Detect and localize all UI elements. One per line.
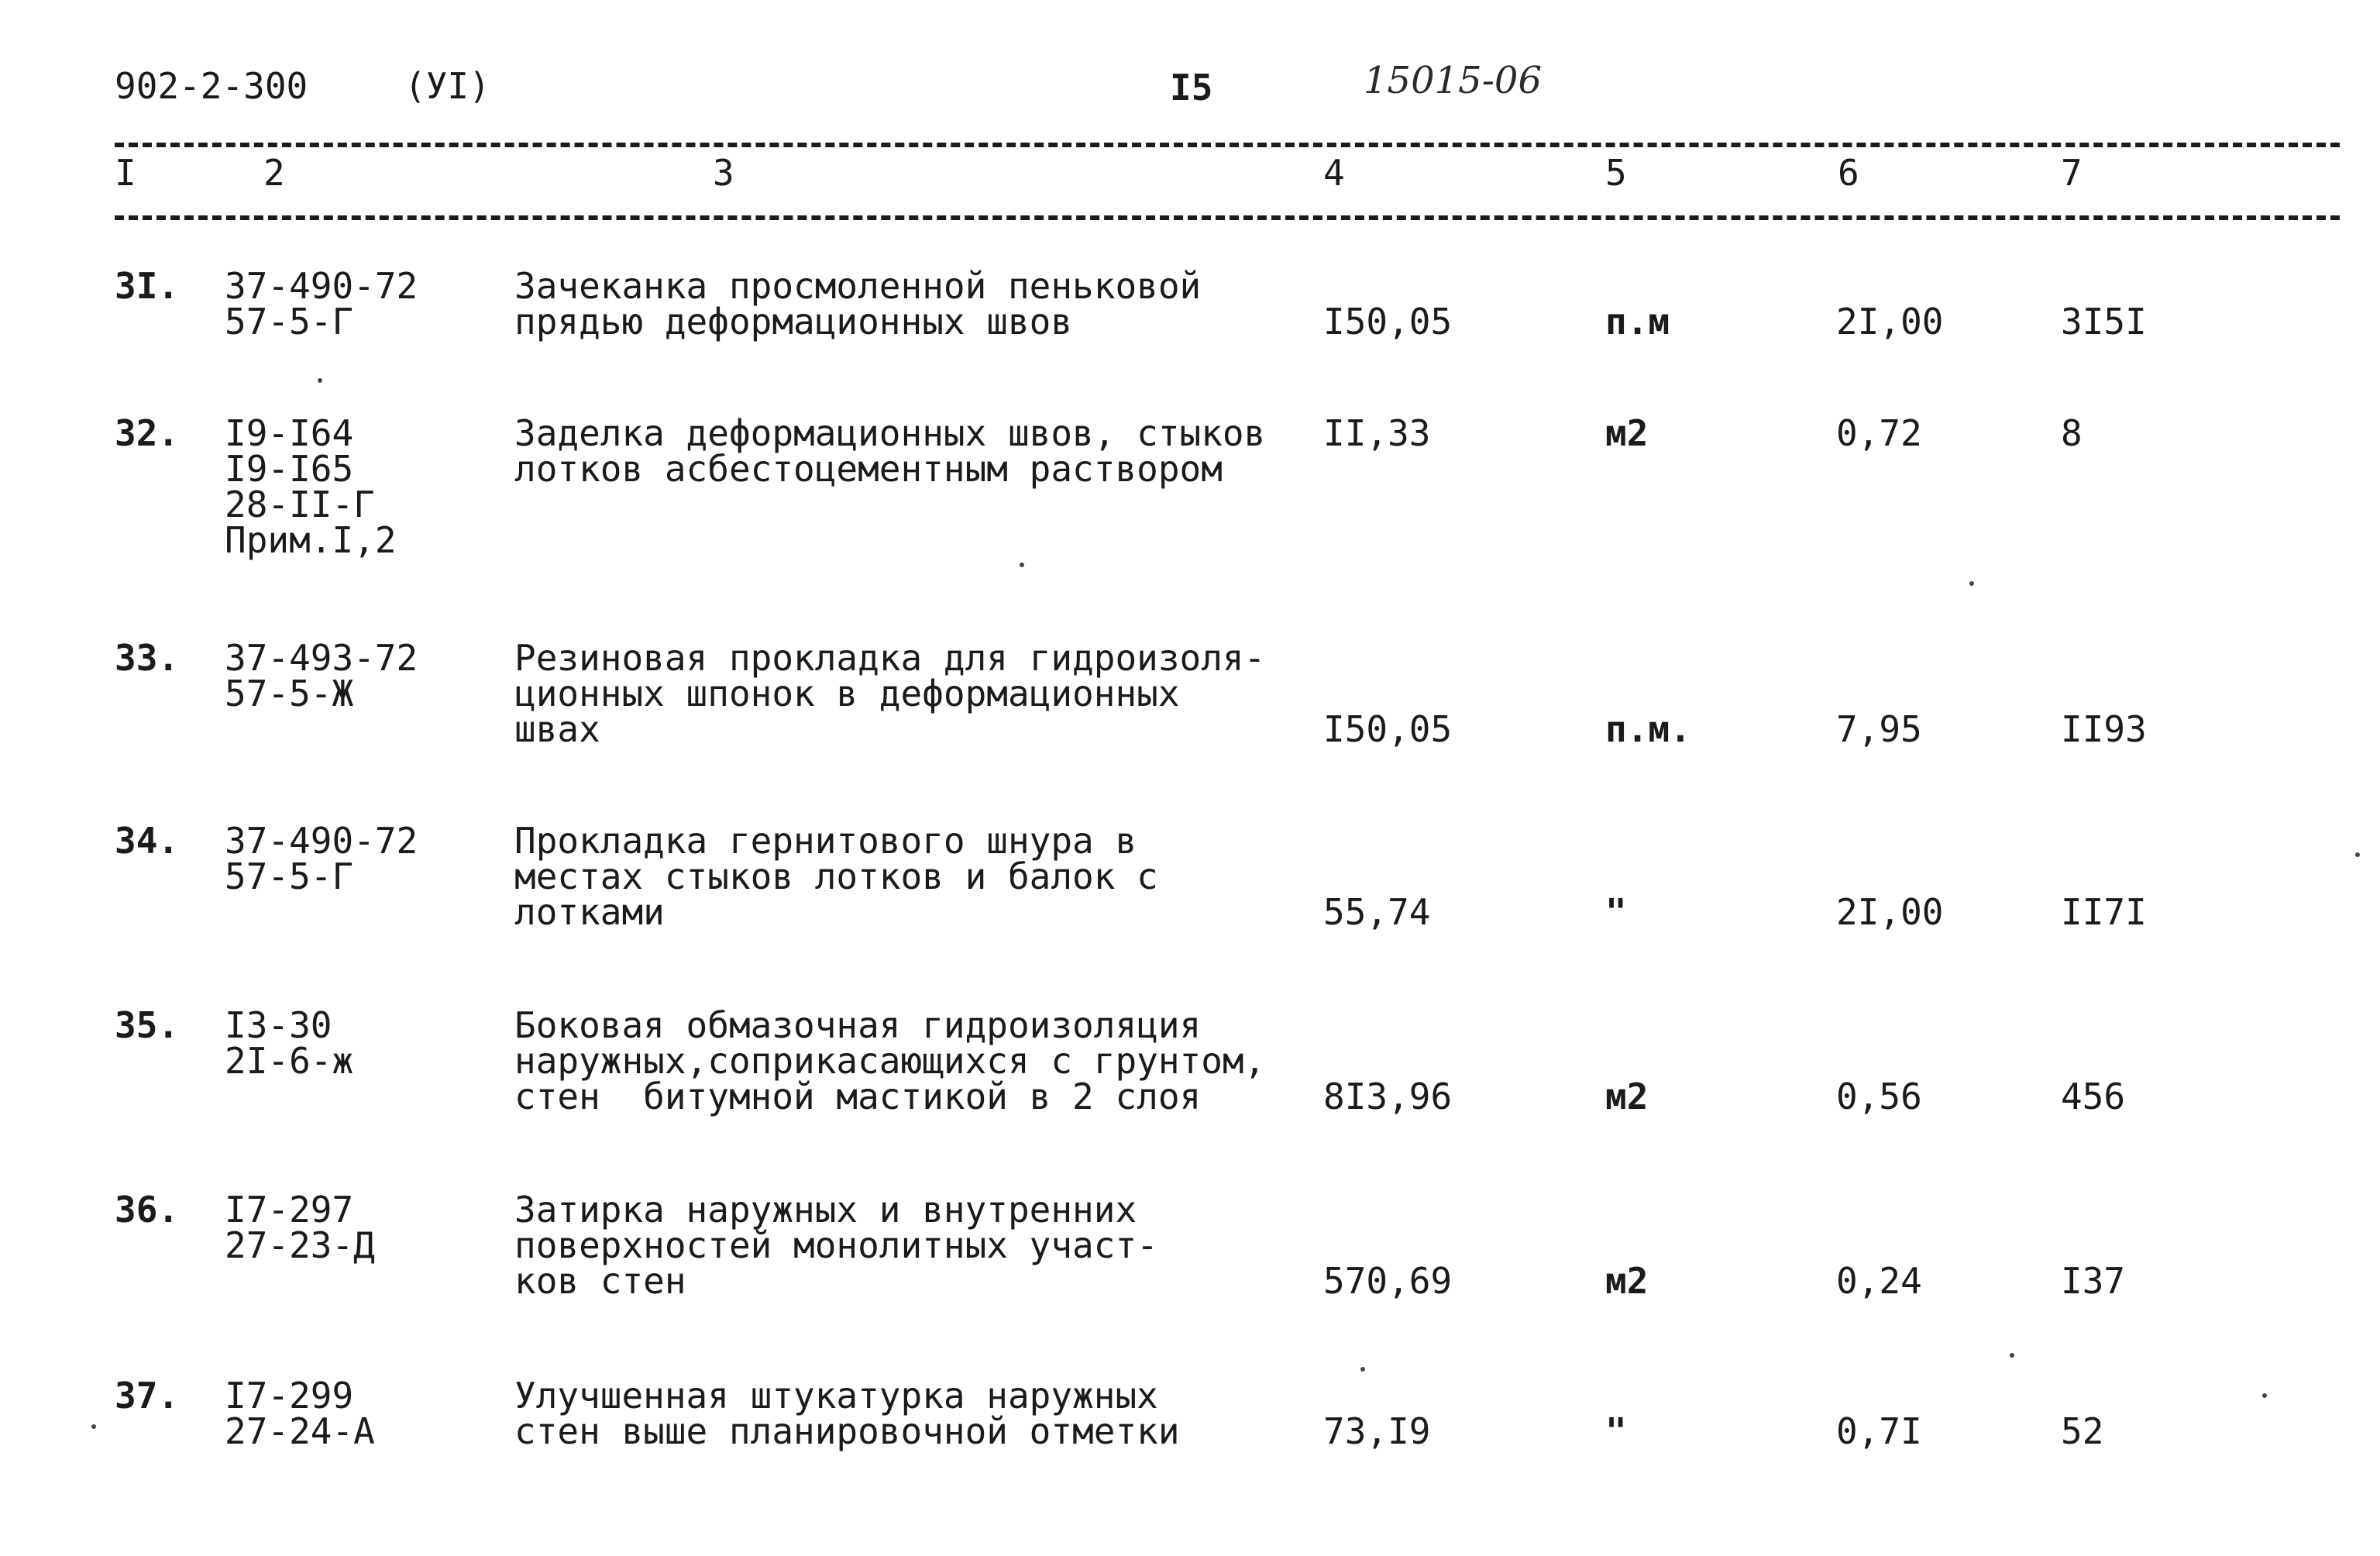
norm-code: I3-30 bbox=[225, 1004, 332, 1046]
quantity: I50,05 bbox=[1323, 708, 1453, 750]
norm-code: 57-5-Г bbox=[225, 301, 354, 343]
total-cost: II93 bbox=[2061, 708, 2147, 750]
col-header-6: 6 bbox=[1838, 152, 1859, 194]
unit: п.м bbox=[1605, 301, 1670, 343]
description-line: лотками bbox=[514, 891, 665, 933]
work-description bbox=[514, 1375, 1180, 1452]
total-cost: 3I5I bbox=[2061, 301, 2147, 343]
quantity: 73,I9 bbox=[1323, 1410, 1431, 1452]
description-line: прядью деформационных швов bbox=[514, 301, 1073, 343]
col-header-3: 3 bbox=[713, 152, 734, 194]
row-number: 32. bbox=[115, 412, 180, 454]
row-number: 3I. bbox=[115, 265, 180, 307]
norm-code: 2I-6-ж bbox=[225, 1040, 354, 1082]
norm-codes bbox=[225, 1189, 375, 1266]
unit: м2 bbox=[1605, 1076, 1649, 1117]
row-number: 36. bbox=[115, 1189, 180, 1231]
description-line: Прокладка гернитового шнура в bbox=[514, 820, 1137, 862]
norm-code: 37-493-72 bbox=[225, 637, 418, 679]
description-line: Улучшенная штукатурка наружных bbox=[514, 1375, 1158, 1417]
row-number: 37. bbox=[115, 1375, 180, 1417]
unit-price: 0,72 bbox=[1836, 412, 1922, 454]
unit-price: 0,24 bbox=[1836, 1260, 1922, 1302]
col-header-7: 7 bbox=[2061, 152, 2082, 194]
section-label: (УI) bbox=[404, 65, 490, 107]
norm-code: 37-490-72 bbox=[225, 265, 418, 307]
norm-code: 57-5-Ж bbox=[225, 673, 354, 714]
description-line: Затирка наружных и внутренних bbox=[514, 1189, 1137, 1231]
page-number: I5 bbox=[1170, 67, 1213, 108]
row-number: 35. bbox=[115, 1004, 180, 1046]
unit: м2 bbox=[1605, 1260, 1649, 1302]
scan-speck bbox=[1020, 563, 1024, 567]
description-line: лотков асбестоцементным раствором bbox=[514, 448, 1223, 490]
row-number: 33. bbox=[115, 637, 180, 679]
work-description bbox=[514, 1189, 1158, 1302]
handwritten-number: 15015-06 bbox=[1364, 59, 1542, 102]
description-line: поверхностей монолитных участ- bbox=[514, 1224, 1158, 1266]
norm-code: 27-24-А bbox=[225, 1410, 375, 1452]
unit-price: 2I,00 bbox=[1836, 301, 1944, 343]
scan-speck bbox=[2010, 1353, 2014, 1358]
unit: м2 bbox=[1605, 412, 1649, 454]
description-line: местах стыков лотков и балок с bbox=[514, 855, 1158, 897]
quantity: I50,05 bbox=[1323, 301, 1453, 343]
description-line: наружных,соприкасающихся с грунтом, bbox=[514, 1040, 1266, 1082]
description-line: стен выше планировочной отметки bbox=[514, 1410, 1180, 1452]
scan-speck bbox=[2262, 1393, 2267, 1398]
norm-codes bbox=[225, 1375, 375, 1452]
col-header-4: 4 bbox=[1323, 152, 1345, 194]
description-line: Заделка деформационных швов, стыков bbox=[514, 412, 1266, 454]
scan-speck bbox=[2355, 852, 2360, 857]
unit-price: 2I,00 bbox=[1836, 891, 1944, 933]
document-code: 902-2-300 bbox=[115, 65, 308, 107]
work-description bbox=[514, 265, 1202, 343]
total-cost: 52 bbox=[2061, 1410, 2104, 1452]
description-line: ционных шпонок в деформационных bbox=[514, 673, 1180, 714]
header-divider bbox=[115, 215, 2340, 220]
norm-code: 57-5-Г bbox=[225, 855, 354, 897]
quantity: 570,69 bbox=[1323, 1260, 1453, 1302]
norm-code: 27-23-Д bbox=[225, 1224, 375, 1266]
norm-codes bbox=[225, 412, 397, 561]
total-cost: 456 bbox=[2061, 1076, 2126, 1117]
description-line: Резиновая прокладка для гидроизоля- bbox=[514, 637, 1266, 679]
work-description bbox=[514, 412, 1266, 490]
scan-speck bbox=[318, 378, 322, 383]
work-description bbox=[514, 637, 1266, 750]
unit: " bbox=[1605, 891, 1627, 933]
col-header-1: I bbox=[115, 152, 136, 194]
unit: " bbox=[1605, 1410, 1627, 1452]
norm-code: 37-490-72 bbox=[225, 820, 418, 862]
description-line: стен битумной мастикой в 2 слоя bbox=[514, 1076, 1202, 1117]
unit-price: 0,56 bbox=[1836, 1076, 1922, 1117]
work-description bbox=[514, 1004, 1266, 1117]
norm-code: I7-299 bbox=[225, 1375, 354, 1417]
unit-price: 7,95 bbox=[1836, 708, 1922, 750]
col-header-5: 5 bbox=[1605, 152, 1627, 194]
description-line: Боковая обмазочная гидроизоляция bbox=[514, 1004, 1202, 1046]
unit: п.м. bbox=[1605, 708, 1691, 750]
unit-price: 0,7I bbox=[1836, 1410, 1922, 1452]
quantity: II,33 bbox=[1323, 412, 1431, 454]
norm-codes bbox=[225, 1004, 354, 1082]
col-header-2: 2 bbox=[263, 152, 285, 194]
norm-code: I9-I65 bbox=[225, 448, 354, 490]
norm-code: I7-297 bbox=[225, 1189, 354, 1231]
norm-codes bbox=[225, 265, 418, 343]
top-divider bbox=[115, 143, 2340, 147]
total-cost: 8 bbox=[2061, 412, 2082, 454]
total-cost: I37 bbox=[2061, 1260, 2126, 1302]
row-number: 34. bbox=[115, 820, 180, 862]
work-description bbox=[514, 820, 1158, 933]
description-line: ков стен bbox=[514, 1260, 686, 1302]
norm-code: 28-II-Г bbox=[225, 484, 375, 525]
norm-codes bbox=[225, 637, 418, 714]
scan-speck bbox=[1360, 1367, 1365, 1372]
description-line: Зачеканка просмоленной пеньковой bbox=[514, 265, 1202, 307]
description-line: швах bbox=[514, 708, 600, 750]
scan-speck bbox=[91, 1424, 96, 1429]
total-cost: II7I bbox=[2061, 891, 2147, 933]
quantity: 55,74 bbox=[1323, 891, 1431, 933]
norm-code: Прим.I,2 bbox=[225, 519, 397, 561]
scan-speck bbox=[1969, 581, 1974, 586]
norm-code: I9-I64 bbox=[225, 412, 354, 454]
quantity: 8I3,96 bbox=[1323, 1076, 1453, 1117]
norm-codes bbox=[225, 820, 418, 897]
